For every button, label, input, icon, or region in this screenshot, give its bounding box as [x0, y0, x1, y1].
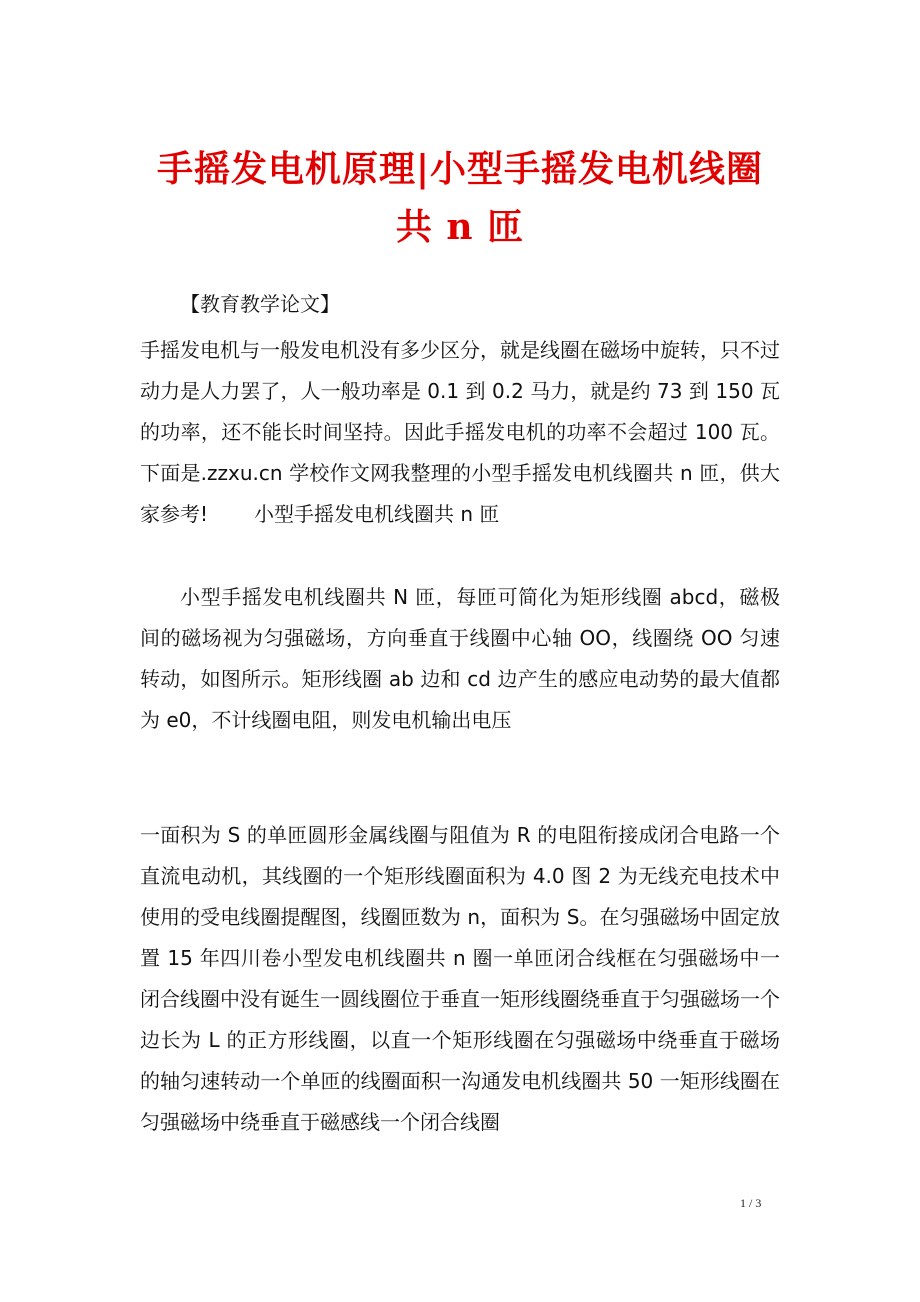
paragraph-question: 小型手摇发电机线圈共 N 匝，每匝可简化为矩形线圈 abcd，磁极间的磁场视为匀强磁场，方向垂直于线圈中心轴 OO，线圈绕 OO 匀速转动，如图所示。矩形线圈 ab 边和 cd 边产生的感应电动势的最大值都为 e0，不计线圈电阻，则发电机输出电压: [140, 585, 780, 732]
paragraph-intro-subtitle: 小型手摇发电机线圈共 n 匝: [254, 502, 500, 526]
paragraph-intro: [140, 330, 780, 535]
section-tag: 【教育教学论文】: [180, 292, 340, 316]
page-number: 1 / 3: [740, 1196, 762, 1210]
paragraph-related: 一面积为 S 的单匝圆形金属线圈与阻值为 R 的电阻衔接成闭合电路一个直流电动机，其线圈的一个矩形线圈面积为 4.0 图 2 为无线充电技术中使用的受电线圈提醒图，线圈匝数为 n，面积为 S。在匀强磁场中固定放置 15 年四川卷小型发电机线圈共 n 圈一单匝闭合线框在匀强磁场中一闭合线圈中没有诞生一圆线圈位于垂直一矩形线圈绕垂直于匀强磁场一个边长为 L 的正方形线圈，以直一个矩形线圈在匀强磁场中绕垂直于磁场的轴匀速转动一个单匝的线圈面积一沟通发电机线圈共 50 一矩形线圈在匀强磁场中绕垂直于磁感线一个闭合线圈: [140, 823, 780, 1134]
document-title: 手摇发电机原理|小型手摇发电机线圈共 n 匝: [156, 148, 764, 248]
paragraph-intro-text: 手摇发电机与一般发电机没有多少区分，就是线圈在磁场中旋转，只不过动力是人力罢了，人一般功率是 0.1 到 0.2 马力，就是约 73 到 150 瓦的功率，还不能长时间坚持。因此手摇发电机的功率不会超过 100 瓦。下面是.zzxu.cn 学校作文网我整理的小型手摇发电机线圈共 n 匝，供大家参考!: [140, 338, 780, 526]
